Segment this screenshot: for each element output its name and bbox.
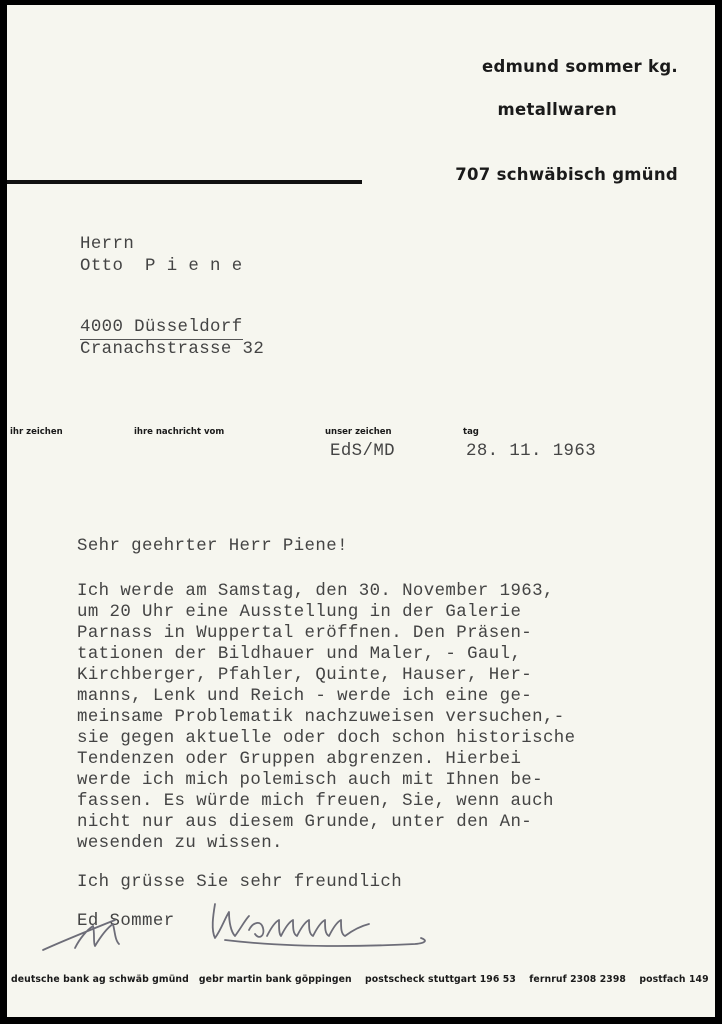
signer-name: Ed Sommer <box>77 912 175 931</box>
body-line: fassen. Es würde mich freuen, Sie, wenn auch <box>77 792 554 811</box>
body-line: Tendenzen oder Gruppen abgrenzen. Hierbei <box>77 750 522 769</box>
letterhead-rule <box>7 180 362 184</box>
body-line: wesenden zu wissen. <box>77 834 283 853</box>
letter-greeting: Sehr geehrter Herr Piene! <box>77 537 348 556</box>
body-line: um 20 Uhr eine Ausstellung in der Galerie <box>77 603 522 622</box>
company-business: metallwaren <box>497 100 617 119</box>
body-line: Kirchberger, Pfahler, Quinte, Hauser, Her- <box>77 666 533 685</box>
footer-bank-info: deutsche bank ag schwäb gmünd gebr martin bank göppingen postscheck stuttgart 196 53 fernruf 2308 2398 postfach 149 <box>11 974 709 985</box>
body-line: sie gegen aktuelle oder doch schon historische <box>77 729 576 748</box>
body-line: tationen der Bildhauer und Maler, - Gaul, <box>77 645 522 664</box>
recipient-salutation: Herrn <box>80 235 135 254</box>
handwritten-signature <box>35 890 435 970</box>
date-value: 28. 11. 1963 <box>466 442 597 461</box>
recipient-name: Otto P i e n e <box>80 257 243 276</box>
letter-page <box>7 5 715 1017</box>
ihre-nachricht-label: ihre nachricht vom <box>134 427 225 437</box>
company-location: 707 schwäbisch gmünd <box>455 165 678 184</box>
unser-zeichen-value: EdS/MD <box>330 442 396 461</box>
body-line: Ich werde am Samstag, den 30. November 1963, <box>77 582 554 601</box>
tag-label: tag <box>463 427 479 437</box>
recipient-street: Cranachstrasse 32 <box>80 340 265 359</box>
letter-closing: Ich grüsse Sie sehr freundlich <box>77 873 403 892</box>
body-line: meinsame Problematik nachzuweisen versuchen,- <box>77 708 565 727</box>
body-line: manns, Lenk und Reich - werde ich eine ge- <box>77 687 533 706</box>
unser-zeichen-label: unser zeichen <box>325 427 392 437</box>
company-name: edmund sommer kg. <box>481 57 678 76</box>
body-line: nicht nur aus diesem Grunde, unter den An- <box>77 813 533 832</box>
body-line: Parnass in Wuppertal eröffnen. Den Präsen- <box>77 624 533 643</box>
recipient-city: 4000 Düsseldorf <box>80 318 243 340</box>
body-line: werde ich mich polemisch auch mit Ihnen be- <box>77 771 543 790</box>
ihr-zeichen-label: ihr zeichen <box>10 427 63 437</box>
letter-body <box>77 581 575 854</box>
